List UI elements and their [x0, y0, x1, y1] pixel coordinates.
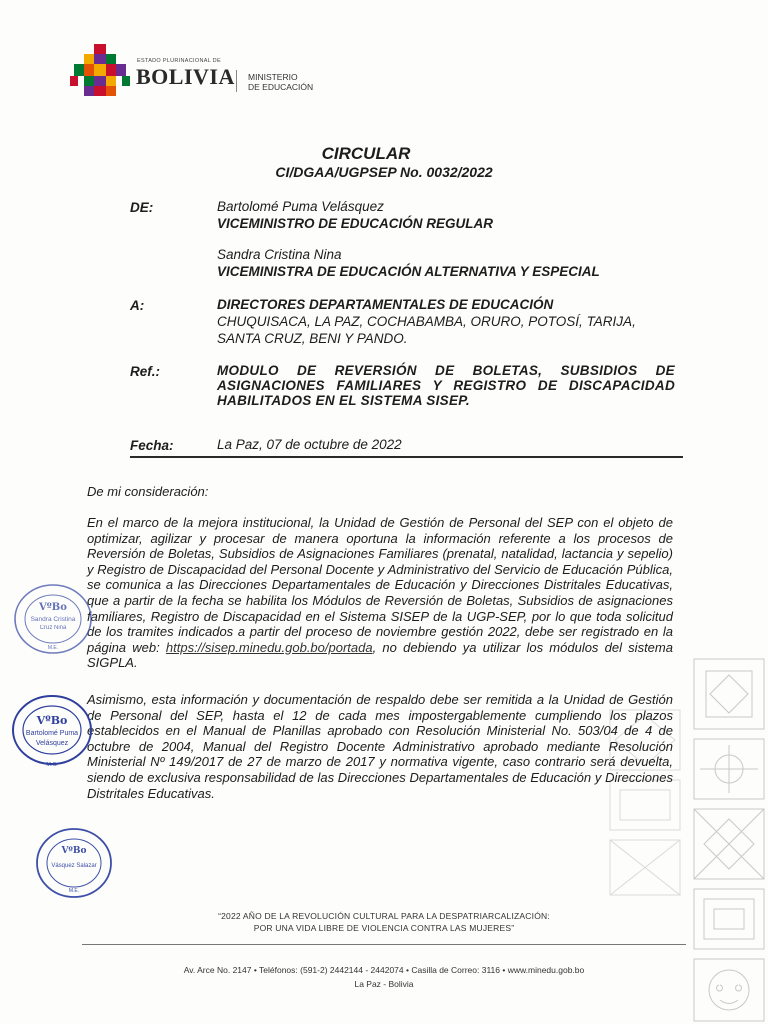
- footer-address: Av. Arce No. 2147 • Teléfonos: (591-2) 2442144 - 2442074 • Casilla de Correo: 3116 • www.minedu.gob.bo: [183, 965, 585, 975]
- stamp-1-initials: M.E.: [47, 645, 59, 651]
- greeting: De mi consideración:: [87, 484, 209, 499]
- logo-divider: [236, 70, 237, 92]
- document-code: CI/DGAA/UGPSEP No. 0032/2022: [275, 164, 493, 180]
- stamp-1-name-2: Cruz Nina: [39, 625, 67, 631]
- approval-stamp-2: [10, 694, 94, 770]
- to-title: DIRECTORES DEPARTAMENTALES DE EDUCACIÓN: [217, 297, 554, 312]
- from-role-1: VICEMINISTRO DE EDUCACIÓN REGULAR: [217, 216, 494, 231]
- paragraph-1-text: En el marco de la mejora institucional, la Unidad de Gestión de Personal del SEP con el objeto de optimizar, agilizar y procesar de manera oportuna la información referente a los procesos de Reversión de Boletas, Subsidios de Asignaciones Familiares (prenatal, natalidad, lactancia y sepelio) y Registro de Discapacidad del Personal Docente y Administrativo del Servicio de Educación Pública, se comunica a las Direcciones Departamentales de Educación y Direcciones Distritales Educativas, que a partir de la fecha se habilita los Módulos de Reversión de Boletas, Subsidios de asignaciones familiares, Registro de Discapacidad en el Sistema SISEP de la UGP-SEP, por lo que toda solicitud de los tramites indicados a partir del proceso de noviembre gestión 2022, debe ser registrado en la página web:: [87, 515, 673, 655]
- from-name-2: Sandra Cristina Nina: [217, 247, 342, 262]
- document-title: CIRCULAR: [321, 144, 411, 163]
- to-departments-1: CHUQUISACA, LA PAZ, COCHABAMBA, ORURO, POTOSÍ, TARIJA,: [217, 314, 636, 329]
- sisep-portal-link[interactable]: https://sisep.minedu.gob.bo/portada: [165, 639, 373, 655]
- ref-label: Ref.:: [130, 364, 160, 379]
- stamp-1-name: Sandra Cristina: [30, 616, 76, 623]
- date-label: Fecha:: [130, 438, 174, 453]
- stamp-2-name-2: Velásquez: [35, 740, 69, 747]
- stamp-3-name: Vásquez Salazar: [51, 863, 97, 869]
- paragraph-1: [87, 515, 673, 671]
- approval-stamp-3: [34, 826, 114, 902]
- stamp-1-vobo: VºBo: [39, 602, 67, 613]
- paragraph-1-end: , no debiendo ya utilizar los módulos del sistema SIGPLA.: [87, 639, 673, 671]
- stamp-2-initials: M.S.: [46, 762, 58, 768]
- from-role-2: VICEMINISTRA DE EDUCACIÓN ALTERNATIVA Y ESPECIAL: [217, 264, 600, 279]
- stamp-3-vobo: VºBo: [61, 846, 87, 856]
- paragraph-2: Asimismo, esta información y documentación de respaldo debe ser remitida a la Unidad de Gestión de Personal del SEP, hasta el 12 de cada mes impostergablemente cumpliendo los plazos establecidos en el Manual de Planillas aprobado con Resolución Ministerial No. 503/04 de 4 de octubre de 2004, Manual del Registro Docente Administrativo aprobado mediante Resolución Ministerial Nº 149/2017 de 27 de marzo de 2017 y normativa vigente, caso contrario será devuelta, siendo de exclusiva responsabilidad de las Direcciones Departamentales de Educación y Direcciones Distritales Educativas.: [87, 692, 673, 801]
- footer-rule: [82, 944, 686, 945]
- logo-country-name: BOLIVIA: [136, 64, 235, 89]
- to-label: A:: [130, 298, 145, 313]
- stamp-3-initials: M.E.: [68, 888, 80, 894]
- from-label: DE:: [130, 200, 154, 215]
- footer-city: La Paz - Bolivia: [354, 979, 414, 989]
- stamp-2-vobo: VºBo: [36, 714, 68, 727]
- logo-ministry-name: MINISTERIO DE EDUCACIÓN: [248, 72, 314, 92]
- bolivia-emblem-logo: [70, 44, 130, 100]
- date-value: La Paz, 07 de octubre de 2022: [217, 437, 402, 452]
- header-rule: [130, 456, 683, 458]
- to-departments-2: SANTA CRUZ, BENI Y PANDO.: [217, 331, 408, 346]
- from-name-1: Bartolomé Puma Velásquez: [217, 199, 384, 214]
- ref-text: MODULO DE REVERSIÓN DE BOLETAS, SUBSIDIOS DE ASIGNACIONES FAMILIARES Y REGISTRO DE DISCAPACIDAD HABILITADOS EN EL SISTEMA SISEP.: [217, 363, 675, 408]
- stamp-2-name: Bartolomé Puma: [25, 730, 79, 737]
- footer-motto: “2022 AÑO DE LA REVOLUCIÓN CULTURAL PARA LA DESPATRIARCALIZACIÓN: POR UNA VIDA LIBRE DE VIOLENCIA CONTRA LAS MUJERES”: [218, 911, 550, 933]
- approval-stamp-1: [12, 582, 94, 656]
- logo-state-tag: ESTADO PLURINACIONAL DE: [137, 58, 221, 64]
